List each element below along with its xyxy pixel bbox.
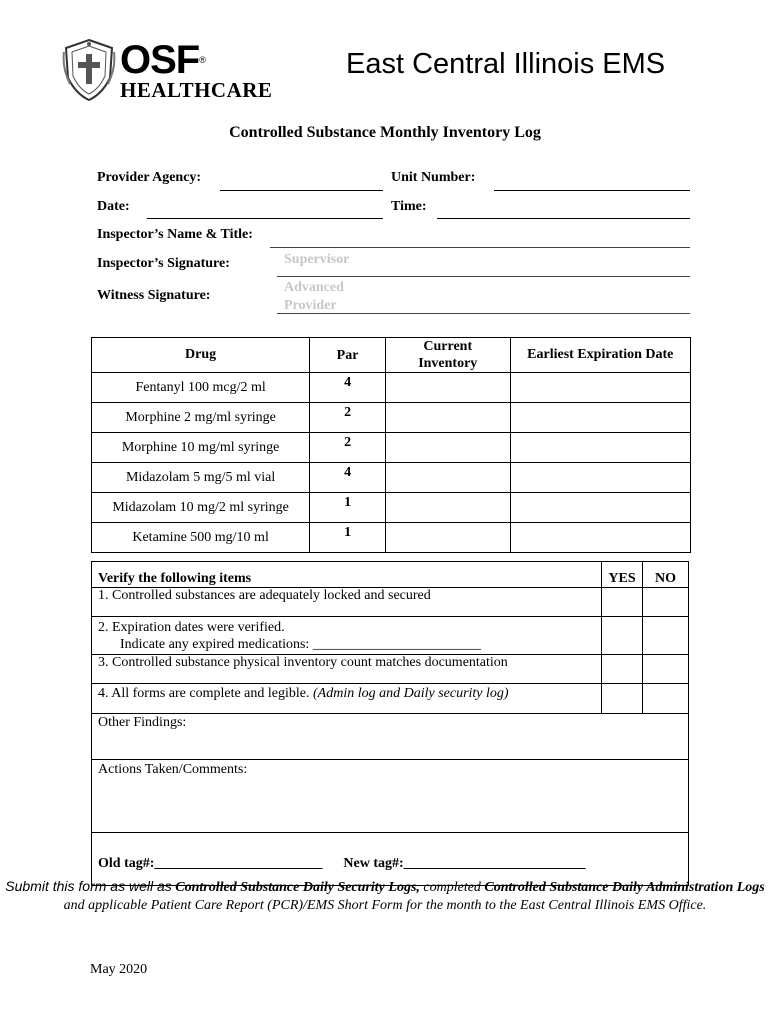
date-label: Date: (97, 199, 130, 214)
old-tag-field[interactable]: Old tag#:________________________ (98, 856, 323, 871)
submission-instructions (0, 877, 770, 915)
no-column-header: NO (643, 562, 689, 588)
yes-column-header: YES (602, 562, 643, 588)
current-inventory-column-header (385, 338, 510, 373)
par-value: 2 (310, 403, 386, 433)
verify-item-row (92, 684, 689, 714)
time-label: Time: (391, 199, 427, 214)
expiration-date-cell[interactable] (510, 433, 690, 463)
expiration-date-cell[interactable] (510, 373, 690, 403)
par-value: 2 (310, 433, 386, 463)
note-bold-2: Controlled Substance Daily Administration Logs (484, 880, 765, 895)
current-inventory-cell[interactable] (385, 373, 510, 403)
par-column-header: Par (310, 338, 386, 373)
inspector-name-label: Inspector’s Name & Title: (97, 227, 253, 242)
note-prefix: Submit this form as well as (5, 878, 172, 894)
expiration-date-cell[interactable] (510, 403, 690, 433)
table-row (92, 493, 691, 523)
supervisor-hint: Supervisor (284, 252, 350, 267)
par-value: 4 (310, 463, 386, 493)
new-tag-field[interactable]: New tag#:__________________________ (343, 856, 586, 871)
current-inventory-cell[interactable] (385, 433, 510, 463)
verify-header: Verify the following items (92, 562, 602, 588)
form-title: Controlled Substance Monthly Inventory Log (229, 124, 541, 141)
verify-item-1: 1. Controlled substances are adequately locked and secured (92, 588, 602, 617)
unit-number-label: Unit Number: (391, 170, 476, 185)
expiration-date-cell[interactable] (510, 493, 690, 523)
no-checkbox[interactable] (643, 684, 689, 714)
expiration-date-cell[interactable] (510, 463, 690, 493)
verify-item-row (92, 655, 689, 684)
note-bold-1: Controlled Substance Daily Security Logs, (175, 880, 420, 895)
date-field[interactable] (147, 218, 383, 219)
advanced-hint: Advanced (284, 280, 344, 295)
verify-item-3: 3. Controlled substance physical inventory count matches documentation (92, 655, 602, 684)
current-inventory-cell[interactable] (385, 523, 510, 553)
verification-table (91, 561, 689, 886)
yes-checkbox[interactable] (602, 617, 643, 655)
expired-medications-field[interactable]: Indicate any expired medications: ________________________ (120, 637, 481, 652)
provider-agency-label: Provider Agency: (97, 170, 202, 185)
actions-comments-field[interactable] (92, 760, 689, 833)
registered-mark: ® (199, 55, 205, 65)
osf-seal-icon (62, 38, 116, 102)
other-findings-field[interactable] (92, 714, 689, 760)
current-inventory-cell[interactable] (385, 403, 510, 433)
no-checkbox[interactable] (643, 617, 689, 655)
other-findings-label: Other Findings: (98, 715, 187, 730)
expiration-date-cell[interactable] (510, 523, 690, 553)
other-findings-row (92, 714, 689, 760)
current-inventory-cell[interactable] (385, 493, 510, 523)
drug-name: Midazolam 10 mg/2 ml syringe (92, 493, 310, 523)
osf-logo (62, 38, 273, 102)
logo-osf-text: OSF (120, 38, 200, 82)
verify-item-4 (92, 684, 602, 714)
inspector-signature-field[interactable] (277, 276, 690, 277)
table-row (92, 523, 691, 553)
drug-inventory-table (91, 337, 691, 553)
current-inventory-cell[interactable] (385, 463, 510, 493)
table-row (92, 463, 691, 493)
note-mid: completed (423, 880, 481, 895)
note-suffix: and applicable Patient Care Report (PCR)/EMS Short Form for the month to the East Central Illinois EMS Office. (63, 898, 707, 913)
drug-name: Morphine 10 mg/ml syringe (92, 433, 310, 463)
yes-checkbox[interactable] (602, 655, 643, 684)
par-value: 4 (310, 373, 386, 403)
region-title: East Central Illinois EMS (346, 48, 666, 80)
drug-name: Ketamine 500 mg/10 ml (92, 523, 310, 553)
current-header-line2: Inventory (418, 356, 478, 371)
no-checkbox[interactable] (643, 655, 689, 684)
table-row (92, 403, 691, 433)
table-row (92, 373, 691, 403)
time-field[interactable] (437, 218, 690, 219)
drug-name: Fentanyl 100 mcg/2 ml (92, 373, 310, 403)
drug-name: Morphine 2 mg/ml syringe (92, 403, 310, 433)
verify-item-row (92, 588, 689, 617)
par-value: 1 (310, 523, 386, 553)
verify-header-row (92, 562, 689, 588)
expiration-column-header: Earliest Expiration Date (510, 338, 690, 373)
provider-agency-field[interactable] (220, 190, 383, 191)
verify-item-2 (92, 617, 602, 655)
inspector-name-field[interactable] (270, 247, 690, 248)
yes-checkbox[interactable] (602, 588, 643, 617)
unit-number-field[interactable] (494, 190, 690, 191)
drug-column-header: Drug (92, 338, 310, 373)
logo-healthcare-text: HEALTHCARE (120, 78, 273, 102)
revision-date: May 2020 (90, 962, 148, 977)
drug-name: Midazolam 5 mg/5 ml vial (92, 463, 310, 493)
verify-item-2-text: 2. Expiration dates were verified. (98, 620, 285, 635)
table-row (92, 433, 691, 463)
verify-item-4-text: 4. All forms are complete and legible. (98, 686, 310, 701)
provider-hint: Provider (284, 298, 337, 313)
yes-checkbox[interactable] (602, 684, 643, 714)
witness-signature-field[interactable] (277, 313, 690, 314)
current-header-line1: Current (423, 339, 473, 354)
witness-signature-label: Witness Signature: (97, 288, 211, 303)
actions-comments-label: Actions Taken/Comments: (98, 762, 248, 777)
verify-item-4-note: (Admin log and Daily security log) (313, 686, 509, 701)
drug-table-header (92, 338, 691, 373)
par-value: 1 (310, 493, 386, 523)
verify-item-row (92, 617, 689, 655)
inspector-signature-label: Inspector’s Signature: (97, 256, 230, 271)
actions-row (92, 760, 689, 833)
no-checkbox[interactable] (643, 588, 689, 617)
